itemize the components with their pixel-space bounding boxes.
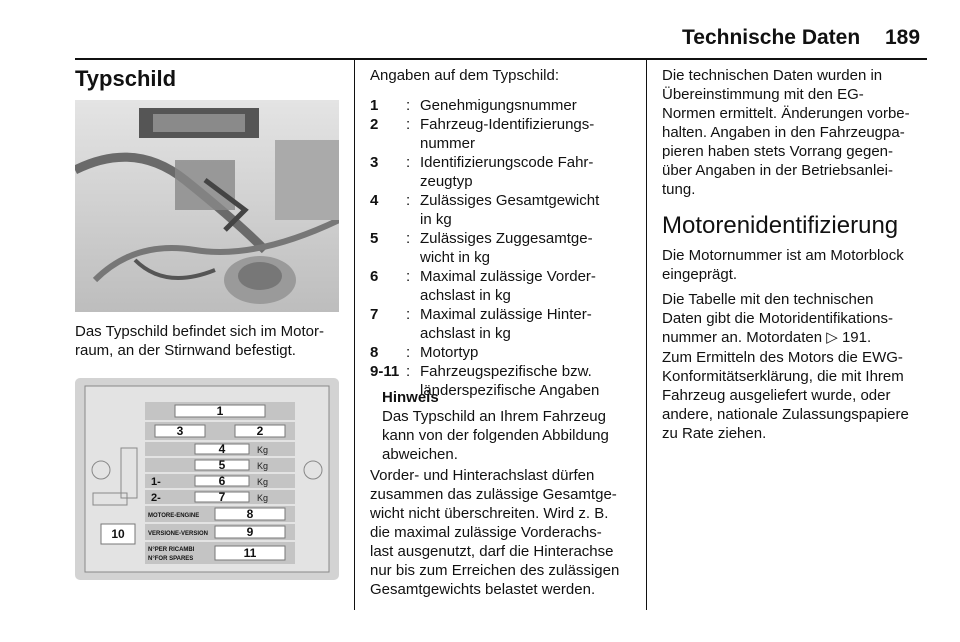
plate-field-9: 9 (246, 525, 254, 539)
plate-field-5: 5 (218, 458, 226, 472)
plate-field-6: 6 (218, 474, 226, 488)
plate-unit-7: Kg (257, 493, 269, 503)
list-item: 2 : Fahrzeug-Identifizierungs- nummer (370, 116, 595, 152)
list-item: 5 : Zulässiges Zuggesamtge- wicht in kg (370, 230, 593, 266)
typschild-caption: Das Typschild befindet sich im Motor- raum, an der Stirnwand befestigt. (75, 323, 324, 359)
plate-axle-1: 1- (151, 476, 161, 488)
section-heading-motorenidentifizierung: Motorenidentifizierung (662, 212, 899, 239)
plate-engine-label: MOTORE-ENGINE (148, 513, 200, 519)
plate-version-label: VERSIONE-VERSION (148, 531, 209, 537)
column-divider-1 (354, 60, 355, 610)
engine-table-paragraph: Die Tabelle mit den technischen Daten gibt die Motoridentifikations- nummer an. Motordaten ▷ 191. (662, 291, 893, 346)
spec-intro: Angaben auf dem Typschild: (370, 67, 560, 84)
plate-field-3: 3 (176, 424, 184, 438)
list-item: 1 : Genehmigungsnummer (370, 97, 577, 114)
list-item: 3 : Identifizierungscode Fahr- zeugtyp (370, 154, 594, 190)
plate-field-1: 1 (216, 404, 224, 418)
column-divider-2 (646, 60, 647, 610)
note-box (382, 388, 632, 464)
technical-data-intro: Die technischen Daten wurden in Übereinstimmung mit den EG- Normen ermittelt. Änderungen vorbe- halten. Angaben in den Fahrzeugpa- pieren haben stets Vorrang gegen- über Angaben in der Betriebsanlei- tung. (662, 67, 910, 198)
list-item: 6 : Maximal zulässige Vorder- achslast in kg (370, 268, 596, 304)
axle-load-paragraph: Vorder- und Hinterachslast dürfen zusammen das zulässige Gesamtge- wicht nicht überschreiten. Wird z. B. die maximal zulässige Vorderachs- last ausgenutzt, darf die Hinterachse nur bis zum Erreichen des zulässigen Gesamtgewichts belastet werden. (370, 467, 620, 598)
plate-unit-6: Kg (257, 477, 269, 487)
plate-field-2: 2 (256, 424, 264, 438)
type-plate-diagram (75, 378, 339, 580)
list-item: 9-11 : Fahrzeugspezifische bzw. länderspezifische Angaben (370, 363, 600, 399)
page-number: 189 (885, 26, 921, 49)
note-title: Hinweis (382, 389, 439, 406)
plate-field-10: 10 (111, 527, 125, 541)
list-item: 8 : Motortyp (370, 344, 479, 361)
section-heading-typschild: Typschild (75, 66, 177, 91)
engine-data-page-reference[interactable]: 191. (841, 329, 872, 346)
plate-spares-label-1: N°PER RICAMBI (148, 547, 195, 553)
plate-field-8: 8 (246, 507, 254, 521)
engine-bay-photo (75, 100, 339, 312)
conformity-paragraph: Zum Ermitteln des Motors die EWG- Konformitätserklärung, die mit Ihrem Fahrzeug ausgeliefert wurde, oder andere, nationale Zulassungspapiere zu Rate ziehen. (662, 349, 909, 442)
header-rule (75, 58, 927, 60)
plate-unit-4: Kg (257, 445, 269, 455)
list-item: 7 : Maximal zulässige Hinter- achslast in kg (370, 306, 592, 342)
note-text: Das Typschild an Ihrem Fahrzeug kann von der folgenden Abbildung abweichen. (382, 408, 609, 463)
plate-field-4: 4 (218, 442, 226, 456)
page-reference-arrow-icon: ▷ (826, 329, 838, 346)
list-item: 4 : Zulässiges Gesamtgewicht in kg (370, 192, 600, 228)
plate-unit-5: Kg (257, 461, 269, 471)
engine-number-paragraph: Die Motornummer ist am Motorblock eingeprägt. (662, 247, 904, 283)
plate-spares-label-2: N°FOR SPARES (148, 556, 194, 562)
plate-field-7: 7 (218, 490, 226, 504)
plate-field-11: 11 (243, 546, 257, 560)
plate-axle-2: 2- (151, 492, 161, 504)
page-header-title: Technische Daten (682, 26, 861, 49)
spec-list (370, 96, 640, 400)
